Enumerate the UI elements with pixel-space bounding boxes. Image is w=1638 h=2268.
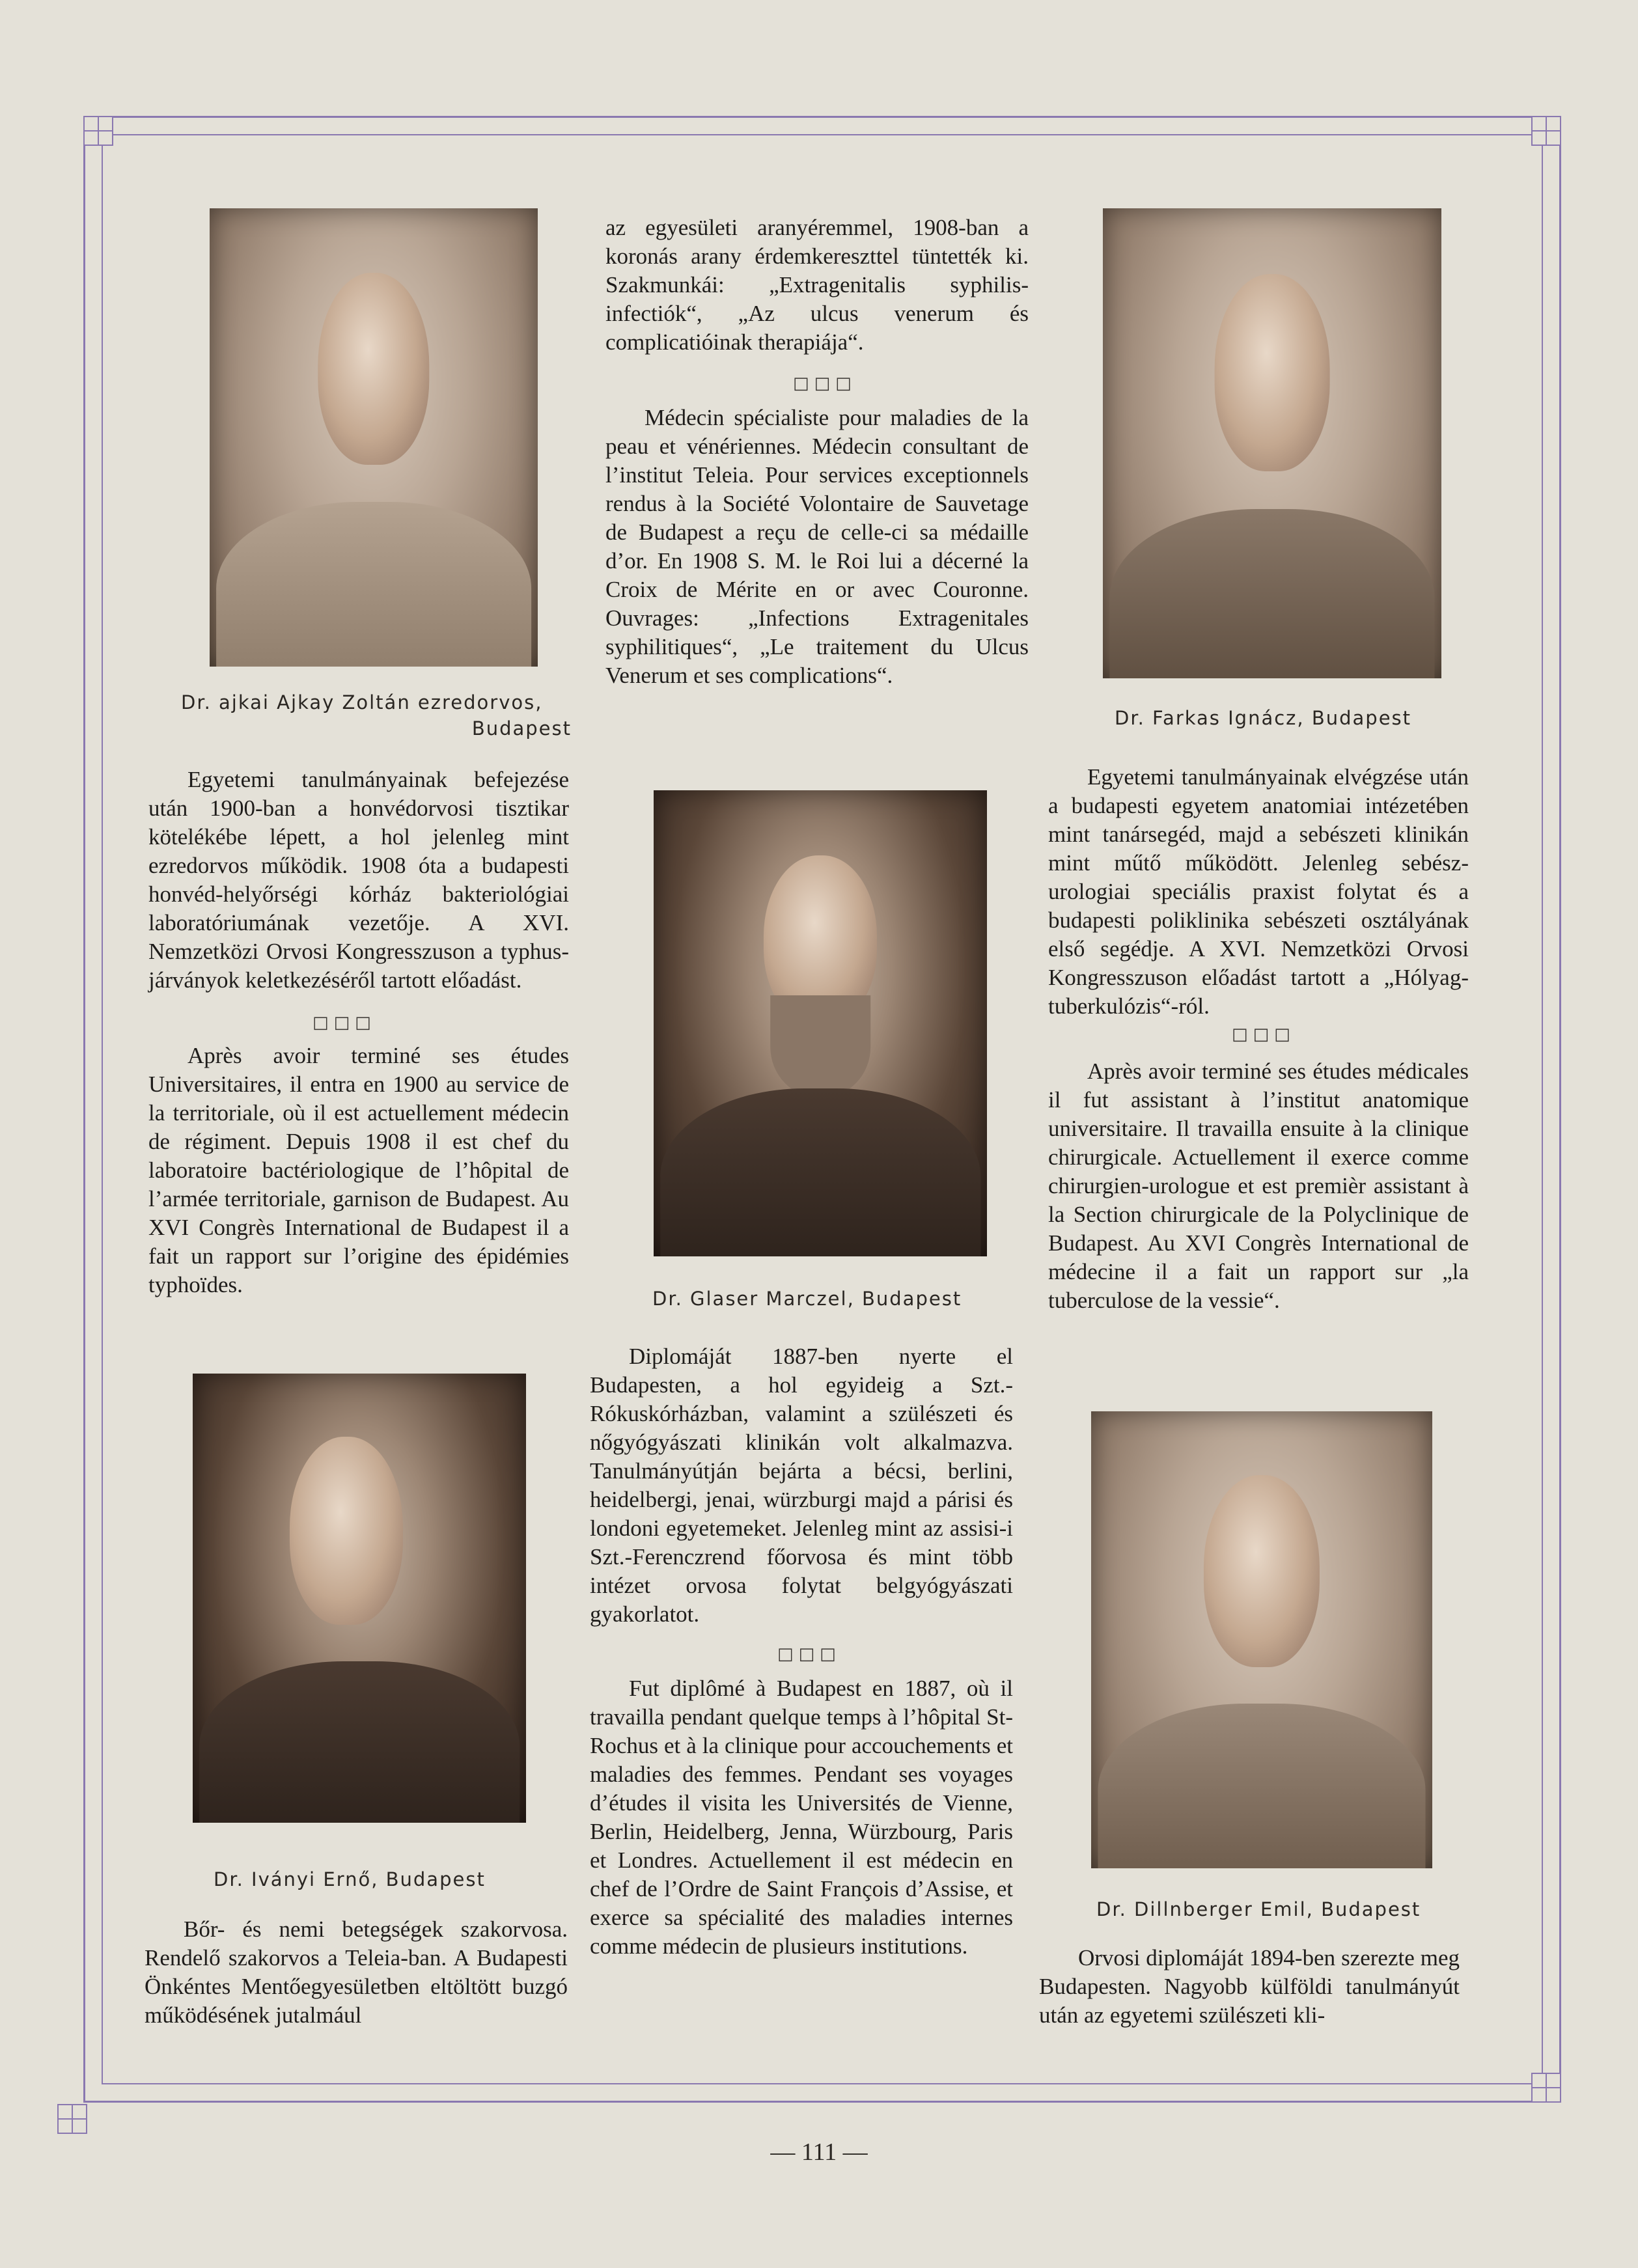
portrait-ajkay [210,208,538,667]
text-ivanyi-hu-cont [605,214,1029,357]
caption-dillnberger: Dr. Dillnberger Emil, Budapest [1096,1898,1421,1920]
section-ornament: □□□ [1232,1025,1296,1044]
text-farkas-fr [1048,1057,1469,1315]
corner-ornament [1531,116,1561,146]
paragraph-dillnberger-hu: Orvosi diplomáját 1894-ben szerezte meg Budapesten. Nagyobb külföldi tanulmányút után az egyetemi szülészeti kli- [1039,1945,1460,2028]
caption-ajkay-line1: Dr. ajkai Ajkay Zoltán ezredorvos, [181,691,543,713]
section-ornament: □□□ [312,1013,376,1032]
text-glaser-hu [590,1342,1013,1629]
corner-ornament [83,116,113,146]
text-ivanyi-fr [605,404,1029,690]
corner-ornament [57,2104,87,2134]
text-ajkay-fr [148,1042,569,1299]
paragraph-glaser-fr: Fut diplômé à Budapest en 1887, où il travailla pendant quelque temps à l’hôpital St-Rochus et à la clinique pour accouchements et maladies des femmes. Pendant ses voyages d’études il visita les Universités de Vienne, Berlin, Heidelberg, Jenna, Würzbourg, Paris et Londres. Actuellement il est médecin en chef de l’Ordre de Saint François d’Assise, et exerce sa spécialité des maladies internes comme médecin de plusieurs institutions. [590,1676,1013,1959]
caption-farkas: Dr. Farkas Ignácz, Budapest [1115,707,1412,729]
caption-ajkay [181,691,572,740]
portrait-dillnberger [1091,1411,1432,1868]
page-number: — 111 — [770,2138,868,2166]
text-glaser-fr [590,1674,1013,1961]
paragraph-ivanyi-hu-cont: az egyesületi aranyéremmel, 1908-ban a koronás arany érdemkereszttel tüntették ki. Szakmunkái: „Extragenitalis syphilis-infectiók“, „Az ulcus venerum és complicatióinak therapiája“. [605,215,1029,355]
paragraph-farkas-fr: Après avoir terminé ses études médicales il fut assistant à l’institut anatomique universitaire. Il travailla ensuite à la clinique chirurgicale. Actuellement il exerce comme chirurgien-urologue et est premièr assistant à la Section chirurgicale de la Polyclinique de Budapest. Au XVI Congrès International de médecine il a fait un rapport sur „la tuberculose de la vessie“. [1048,1058,1469,1313]
paragraph-ivanyi-hu: Bőr- és nemi betegségek szakorvosa. Rendelő szakorvos a Teleia-ban. A Budapesti Önkéntes Mentőegyesületben eltöltött buzgó működésének jutalmául [145,1916,568,2028]
caption-glaser: Dr. Glaser Marczel, Budapest [652,1288,962,1310]
corner-ornament [1531,2073,1561,2103]
paragraph-ivanyi-fr: Médecin spécialiste pour maladies de la peau et vénériennes. Médecin consultant de l’institut Teleia. Pour services exceptionnels rendus à la Société Volontaire de Sauvetage de Budapest a reçu de celle-ci sa médaille d’or. En 1908 S. M. le Roi lui a décerné la Croix de Mérite en or avec Couronne. Ouvrages: „Infections Extragenitales syphilitiques“, „Le traitement du Ulcus Venerum et ses complications“. [605,405,1029,688]
paragraph-farkas-hu: Egyetemi tanulmányainak elvégzése után a budapesti egyetem anatomiai intézetében mint tanársegéd, majd a sebészeti klinikán mint műtő működött. Jelenleg sebész-urologiai speciális praxist folytat és a budapesti poliklinika sebészeti osztályának első segédje. A XVI. Nemzetközi Orvosi Kongresszuson előadást tartott a „Hólyag-tuberkulózis“-ról. [1048,764,1469,1019]
paragraph-glaser-hu: Diplomáját 1887-ben nyerte el Budapesten, a hol egyideig a Szt.-Rókuskórházban, valamint a szülészeti és nőgyógyászati klinikán volt alkalmazva. Tanulmányútján bejárta a bécsi, berlini, heidelbergi, jenai, würzburgi majd a párisi és londoni egyetemeket. Jelenleg mint az assisi-i Szt.-Ferenczrend főorvosa és mint több intézet orvosa folytat belgyógyászati gyakorlatot. [590,1344,1013,1627]
caption-ivanyi: Dr. Iványi Ernő, Budapest [214,1868,486,1890]
portrait-ivanyi [193,1374,526,1823]
paragraph-ajkay-fr: Après avoir terminé ses études Universitaires, il entra en 1900 au service de la territoriale, où il est actuellement médecin de régiment. Depuis 1908 il est chef du laboratoire bactériologique de l’hôpital de l’armée territoriale, garnison de Budapest. Au XVI Congrès International de Budapest il a fait un rapport sur l’origine des épidémies typhoïdes. [148,1043,569,1297]
caption-ajkay-line2: Budapest [471,717,572,740]
text-dillnberger-hu [1039,1944,1460,2030]
text-ajkay-hu [148,766,569,995]
beard-shape [770,995,870,1098]
text-farkas-hu [1048,763,1469,1021]
text-ivanyi-hu [145,1915,568,2030]
paragraph-ajkay-hu: Egyetemi tanulmányainak befejezése után 1900-ban a honvédorvosi tisztikar kötelékébe lépett, a hol jelenleg mint ezredorvos működik. 1908 óta a budapesti honvéd-helyőrségi kórház bakteriológiai laboratóriumának vezetője. A XVI. Nemzetközi Orvosi Kongresszuson a typhus-járványok keletkezéséről tartott előadást. [148,767,569,993]
portrait-farkas [1103,208,1441,678]
section-ornament: □□□ [793,374,857,393]
section-ornament: □□□ [777,1644,841,1664]
portrait-glaser [654,790,987,1256]
